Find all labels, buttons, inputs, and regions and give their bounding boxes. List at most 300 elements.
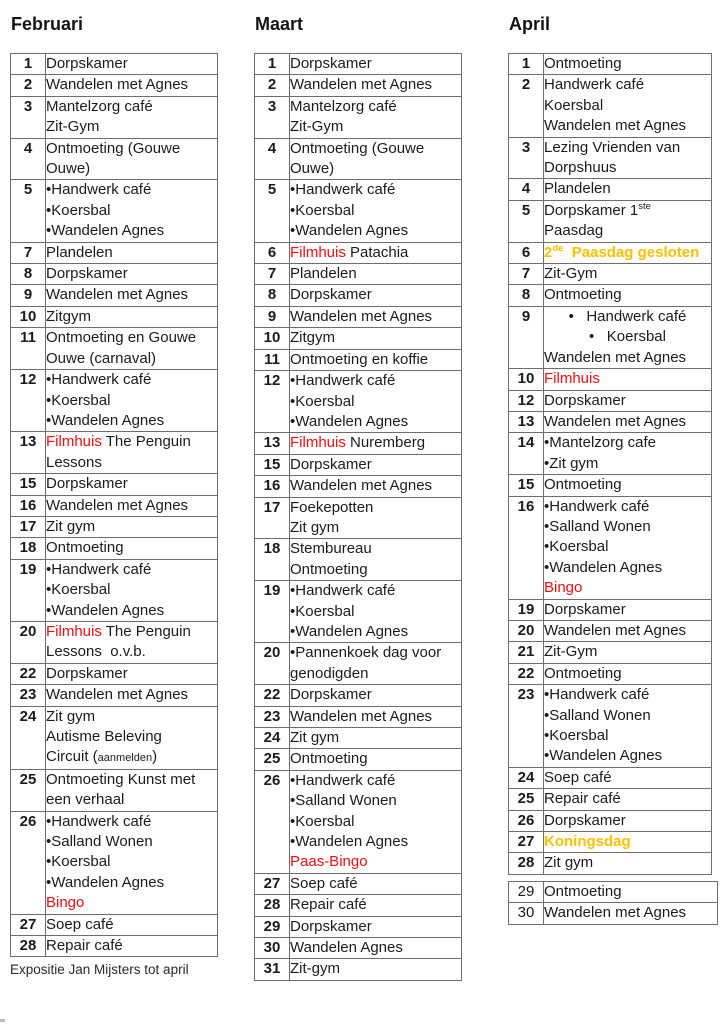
event-line [290, 371, 461, 391]
day-row [509, 369, 712, 390]
text-segment: Plandelen [290, 265, 357, 283]
day-row [255, 706, 462, 727]
day-row [255, 938, 462, 959]
text-segment: Stembureau [290, 540, 372, 558]
event-line [46, 307, 217, 327]
event-line [544, 243, 711, 263]
event-cell [544, 685, 712, 768]
event-cell [544, 620, 712, 641]
event-line [290, 728, 461, 748]
text-segment: Zit gym [290, 518, 340, 536]
text-segment: •Koersbal [290, 201, 355, 219]
text-segment: Lessons o.v.b. [46, 643, 146, 661]
text-segment: Circuit ( [46, 748, 98, 766]
event-cell [290, 539, 462, 581]
day-row [255, 581, 462, 643]
day-row [509, 789, 712, 810]
event-cell [290, 180, 462, 242]
day-number-cell: 19 [509, 599, 544, 620]
event-line [46, 852, 217, 872]
day-number-cell: 4 [255, 138, 290, 180]
text-segment: •Koersbal [46, 391, 111, 409]
text-segment: Ontmoeting [544, 476, 622, 494]
event-line [46, 812, 217, 832]
day-row [509, 433, 712, 475]
event-cell [46, 936, 218, 957]
day-number-cell: 8 [255, 285, 290, 306]
event-line [46, 560, 217, 580]
day-row [255, 54, 462, 75]
text-segment: Zit-Gym [46, 118, 100, 136]
event-line [46, 139, 217, 159]
text-segment: •Handwerk café [290, 372, 396, 390]
day-row [509, 475, 712, 496]
text-segment: •Handwerk café [290, 181, 396, 199]
event-line [290, 622, 461, 642]
event-line [46, 642, 217, 662]
event-cell [290, 349, 462, 370]
event-line [544, 116, 711, 136]
event-cell [544, 54, 712, 75]
event-line [46, 517, 217, 537]
text-segment: Dorpskamer 1 [544, 201, 639, 219]
text-segment: Paasdag [544, 222, 604, 240]
day-number-cell: 24 [11, 706, 46, 769]
text-segment: •Handwerk café [290, 771, 396, 789]
text-segment: •Handwerk café [290, 582, 396, 600]
day-row [509, 496, 712, 599]
text-segment: •Mantelzorg cafe [544, 434, 656, 452]
day-number-cell: 11 [11, 328, 46, 370]
event-line [290, 560, 461, 580]
text-segment: •Koersbal [46, 201, 111, 219]
event-line [290, 75, 461, 95]
text-segment: •Wandelen Agnes [290, 222, 409, 240]
text-segment: Foekepotten [290, 498, 374, 516]
text-segment: Ontmoeting Kunst met [46, 770, 196, 788]
day-number-cell: 17 [255, 497, 290, 539]
event-cell [46, 370, 218, 432]
text-segment: Zitgym [290, 329, 335, 347]
text-segment: •Wandelen Agnes [290, 833, 409, 851]
text-segment: Dorpskamer [290, 455, 372, 473]
text-segment: Ontmoeting [544, 882, 622, 900]
event-line [544, 327, 711, 347]
text-segment: Wandelen met Agnes [544, 904, 687, 922]
day-row [509, 767, 712, 788]
event-cell [544, 832, 712, 853]
day-number-cell: 10 [11, 306, 46, 327]
day-number-cell: 25 [11, 769, 46, 811]
day-row [255, 749, 462, 770]
text-segment: Mantelzorg café [290, 97, 397, 115]
event-line [290, 476, 461, 496]
event-line [544, 285, 711, 305]
text-segment: •Koersbal [46, 581, 111, 599]
day-row [11, 306, 218, 327]
event-line [544, 789, 711, 809]
event-line [290, 201, 461, 221]
day-number-cell: 5 [255, 180, 290, 242]
text-segment: Wandelen met Agnes [46, 76, 189, 94]
event-cell [290, 895, 462, 916]
event-cell [290, 873, 462, 894]
event-cell [544, 903, 718, 924]
event-line [290, 643, 461, 663]
text-segment: Dorpskamer [290, 686, 372, 704]
day-row [255, 349, 462, 370]
event-line [46, 97, 217, 117]
text-segment: Handwerk café [544, 76, 645, 94]
event-cell [290, 306, 462, 327]
text-segment: aanmelden [97, 752, 153, 765]
event-cell [46, 706, 218, 769]
text-segment: •Wandelen Agnes [544, 747, 663, 765]
event-line [290, 498, 461, 518]
text-segment: Ontmoeting [290, 560, 368, 578]
day-number-cell: 31 [255, 959, 290, 980]
day-number-cell: 25 [255, 749, 290, 770]
day-number-cell: 13 [11, 432, 46, 474]
text-segment: •Koersbal [544, 727, 609, 744]
event-cell [46, 138, 218, 180]
day-number-cell: 14 [509, 433, 544, 475]
text-segment: Repair café [290, 896, 367, 914]
day-row [509, 242, 712, 263]
day-number-cell: 12 [509, 390, 544, 411]
event-line [290, 874, 461, 894]
event-line [290, 812, 461, 832]
event-cell [290, 454, 462, 475]
event-cell [544, 264, 712, 285]
day-row [255, 371, 462, 433]
event-line [290, 771, 461, 791]
event-line [46, 893, 217, 913]
text-segment: • Handwerk café [568, 307, 687, 325]
text-segment: Ontmoeting [544, 55, 622, 72]
day-number-cell: 10 [509, 369, 544, 390]
day-row [11, 180, 218, 242]
event-line [290, 328, 461, 348]
text-segment: Wandelen met Agnes [290, 307, 433, 325]
event-cell [290, 728, 462, 749]
text-segment: Ontmoeting (Gouwe [290, 139, 425, 157]
day-number-cell: 9 [509, 306, 544, 368]
schedule-body [255, 54, 462, 981]
event-line [46, 75, 217, 95]
event-cell [46, 914, 218, 935]
day-row [11, 54, 218, 75]
event-cell [544, 881, 718, 902]
day-row [509, 75, 712, 137]
event-line [290, 455, 461, 475]
text-segment: •Handwerk café [46, 371, 152, 389]
text-segment: •Handwerk café [544, 497, 650, 515]
day-row [11, 936, 218, 957]
event-line [46, 243, 217, 263]
text-segment: 2 [544, 243, 553, 261]
day-row [255, 285, 462, 306]
text-segment: Lessons [46, 453, 102, 471]
text-segment: Ontmoeting [544, 664, 622, 682]
text-segment: Mantelzorg café [46, 97, 153, 115]
event-cell [544, 242, 712, 263]
day-number-cell: 18 [255, 539, 290, 581]
day-row [11, 96, 218, 138]
day-number-cell: 23 [509, 685, 544, 768]
month-section-april [508, 12, 712, 925]
day-number-cell: 15 [11, 474, 46, 495]
schedule-body [509, 54, 712, 875]
text-segment: •Pannenkoek dag voor [290, 644, 442, 662]
event-line [46, 328, 217, 348]
day-row [11, 370, 218, 432]
event-cell [544, 75, 712, 137]
text-segment: •Zit gym [544, 454, 599, 472]
event-line [544, 811, 711, 831]
day-row [509, 881, 718, 902]
text-segment: •Koersbal [290, 812, 355, 830]
event-cell [290, 770, 462, 873]
event-line [290, 749, 461, 769]
event-line [46, 285, 217, 305]
event-line [290, 518, 461, 538]
text-segment: Autisme Beleving [46, 728, 162, 745]
month-section-februari [10, 12, 218, 978]
schedule-table-april [508, 53, 712, 875]
day-number-cell: 16 [509, 496, 544, 599]
day-row [255, 96, 462, 138]
day-number-cell: 22 [11, 663, 46, 684]
event-cell [544, 663, 712, 684]
text-segment: Bingo [544, 579, 583, 597]
text-segment: genodigden [290, 664, 369, 682]
text-segment: Filmhuis [46, 622, 102, 640]
day-number-cell: 16 [255, 476, 290, 497]
text-segment: •Salland Wonen [46, 833, 153, 851]
event-cell [46, 306, 218, 327]
scan-artifact [0, 1019, 5, 1022]
text-segment: Paasdag gesloten [563, 243, 700, 261]
text-segment: Plandelen [46, 243, 113, 261]
event-line [544, 903, 717, 923]
text-segment: Lezing Vrienden van [544, 138, 681, 156]
day-row [11, 538, 218, 559]
text-segment: Wandelen met Agnes [544, 621, 687, 639]
day-number-cell: 17 [11, 516, 46, 537]
text-segment: Dorpskamer [46, 265, 128, 283]
day-number-cell: 1 [11, 54, 46, 75]
event-cell [544, 853, 712, 874]
day-row [11, 432, 218, 474]
day-number-cell: 28 [11, 936, 46, 957]
event-line [290, 139, 461, 159]
day-number-cell: 23 [11, 685, 46, 706]
text-segment: •Salland Wonen [544, 706, 651, 724]
day-row [509, 137, 712, 179]
event-line [46, 411, 217, 431]
day-row [255, 306, 462, 327]
text-segment: de [552, 242, 564, 254]
day-row [11, 328, 218, 370]
day-row [509, 54, 712, 75]
text-segment: Dorpskamer [290, 286, 372, 304]
text-segment: Patachia [345, 243, 409, 261]
schedule-table-maart [254, 53, 462, 981]
event-cell [544, 496, 712, 599]
text-segment: Wandelen met Agnes [290, 76, 433, 94]
day-row [11, 285, 218, 306]
text-segment: •Koersbal [46, 853, 111, 871]
event-line [544, 497, 711, 517]
text-segment: Repair café [544, 790, 621, 808]
day-number-cell: 12 [11, 370, 46, 432]
text-segment: Filmhuis [290, 434, 346, 452]
text-segment: • Koersbal [589, 328, 666, 346]
event-line [46, 117, 217, 137]
day-number-cell: 21 [509, 642, 544, 663]
day-number-cell: 11 [255, 349, 290, 370]
event-cell [46, 474, 218, 495]
event-line [290, 159, 461, 179]
event-line [544, 664, 711, 684]
day-number-cell: 28 [255, 895, 290, 916]
day-row [255, 685, 462, 706]
day-number-cell: 12 [255, 371, 290, 433]
day-row [11, 811, 218, 914]
text-segment: Ontmoeting [46, 539, 124, 557]
event-cell [544, 789, 712, 810]
event-cell [46, 516, 218, 537]
day-row [11, 621, 218, 663]
event-cell [46, 96, 218, 138]
event-line [544, 853, 711, 873]
day-number-cell: 1 [509, 54, 544, 75]
text-segment: Dorpskamer [46, 664, 128, 682]
text-segment: Dorpskamer [290, 917, 372, 935]
event-line [46, 622, 217, 642]
day-row [509, 832, 712, 853]
day-number-cell: 7 [509, 264, 544, 285]
text-segment: ste [638, 200, 651, 212]
day-row [11, 663, 218, 684]
text-segment: •Wandelen Agnes [46, 601, 165, 619]
day-number-cell: 26 [11, 811, 46, 914]
event-line [544, 726, 711, 746]
text-segment: Zit-Gym [290, 118, 344, 136]
text-segment: ) [152, 748, 158, 766]
event-line [290, 221, 461, 241]
day-number-cell: 6 [509, 242, 544, 263]
event-line [544, 578, 711, 598]
day-row [11, 516, 218, 537]
day-row [255, 454, 462, 475]
text-segment: Ouwe) [290, 160, 335, 178]
text-segment: Ontmoeting en Gouwe [46, 329, 197, 347]
event-line [46, 685, 217, 705]
event-line [46, 832, 217, 852]
event-cell [290, 54, 462, 75]
day-number-cell: 3 [255, 96, 290, 138]
event-line [544, 832, 711, 852]
day-number-cell: 6 [255, 242, 290, 263]
day-row [255, 916, 462, 937]
text-segment: •Koersbal [290, 392, 355, 410]
event-line [46, 180, 217, 200]
event-line [46, 474, 217, 494]
event-cell [544, 475, 712, 496]
event-line [544, 746, 711, 766]
event-line [290, 285, 461, 305]
text-segment: •Handwerk café [544, 686, 650, 704]
text-segment: •Salland Wonen [290, 792, 397, 810]
text-segment: The Penguin [101, 622, 191, 640]
text-segment: Ouwe) [46, 160, 91, 178]
event-line [544, 391, 711, 411]
event-cell [544, 137, 712, 179]
event-cell [290, 916, 462, 937]
event-cell [46, 242, 218, 263]
event-line [46, 370, 217, 390]
event-line [544, 412, 711, 432]
text-segment: Zit-gym [290, 960, 340, 978]
text-segment: •Salland Wonen [544, 517, 651, 535]
event-line [290, 895, 461, 915]
event-line [544, 201, 711, 221]
text-segment: Ouwe (carnaval) [46, 349, 157, 367]
day-row [255, 180, 462, 242]
day-number-cell: 27 [11, 914, 46, 935]
month-title-maart: Maart [255, 14, 304, 34]
event-cell [46, 54, 218, 75]
day-row [255, 873, 462, 894]
text-segment: Dorpskamer [544, 600, 626, 618]
text-segment: Ontmoeting [290, 750, 368, 768]
day-number-cell: 7 [255, 264, 290, 285]
event-cell [290, 138, 462, 180]
event-line [46, 391, 217, 411]
day-number-cell: 15 [255, 454, 290, 475]
day-number-cell: 20 [11, 621, 46, 663]
day-number-cell: 8 [509, 285, 544, 306]
text-segment: •Wandelen Agnes [46, 411, 165, 429]
event-line [544, 454, 711, 474]
event-line [290, 117, 461, 137]
text-segment: •Koersbal [544, 538, 609, 556]
event-line [46, 349, 217, 369]
event-line [290, 54, 461, 74]
day-number-cell: 26 [509, 810, 544, 831]
day-row [255, 75, 462, 96]
text-segment: •Handwerk café [46, 560, 152, 578]
event-line [46, 453, 217, 473]
event-line [46, 873, 217, 893]
event-line [290, 959, 461, 979]
event-line [290, 832, 461, 852]
event-cell [544, 599, 712, 620]
event-cell [290, 96, 462, 138]
event-cell [290, 242, 462, 263]
event-line [46, 601, 217, 621]
day-row [255, 242, 462, 263]
event-line [290, 392, 461, 412]
text-segment: Soep café [544, 768, 612, 786]
day-number-cell: 2 [509, 75, 544, 137]
day-number-cell: 3 [11, 96, 46, 138]
event-cell [46, 769, 218, 811]
text-segment: Soep café [290, 874, 358, 892]
event-cell [290, 371, 462, 433]
